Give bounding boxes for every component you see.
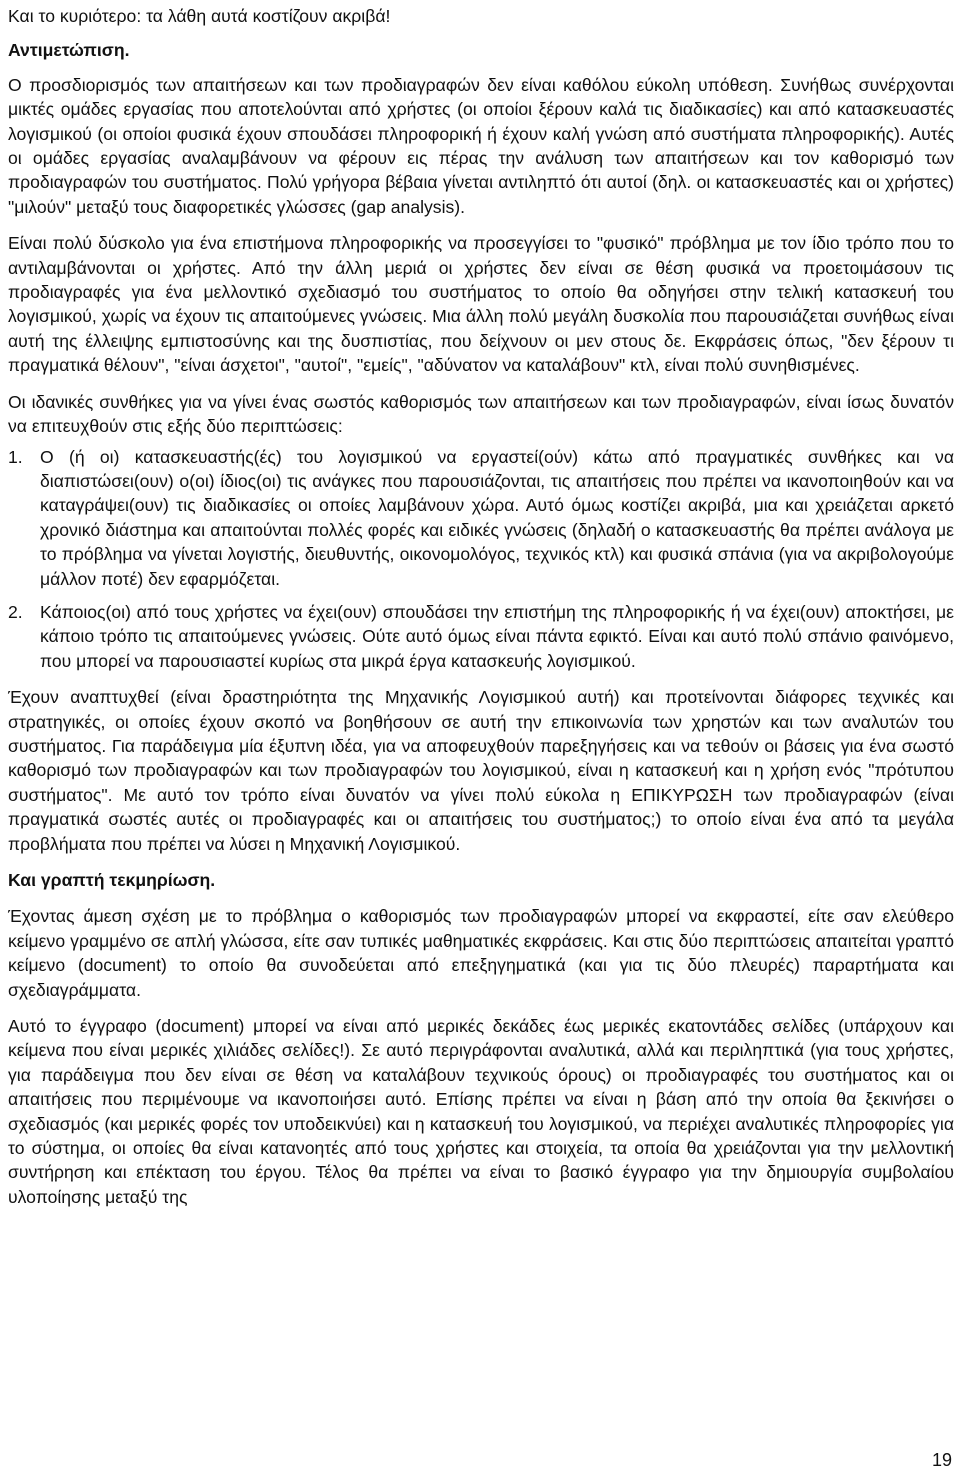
paragraph-techniques: Έχουν αναπτυχθεί (είναι δραστηριότητα της Μηχανικής Λογισμικού αυτή) και προτείνονται διάφορες τεχνικές και στρατηγικές, οι οποίες έχουν σκοπό να βοηθήσουν σε αυτή την επικοινωνία των χρηστών και των αναλυτών του συστήματος. Για παράδειγμα μία έξυπνη ιδέα, για να αποφευχθούν παρεξηγήσεις και να τεθούν οι βάσεις για ένα σωστό καθορισμό των προδιαγραφών και των προδιαγραφών του λογισμικού, είναι η κατασκευή και η χρήση ενός "πρότυπου συστήματος". Με αυτό τον τρόπο είναι δυνατόν να γίνει πολύ εύκολα η ΕΠΙΚΥΡΩΣΗ των προδιαγραφών (είναι πραγματικά σωστές αυτές οι προδιαγραφές και οι απαιτήσεις του συστήματος;) το οποίο είναι ένα από τα μεγάλα προβλήματα που πρέπει να λύσει η Μηχανική Λογισμικού. (8, 687, 954, 854)
list-item (8, 600, 954, 673)
list-item-text: Ο (ή οι) κατασκευαστής(ές) του λογισμικού να εργαστεί(ούν) κάτω από πραγματικές συνθήκες και να διαπιστώσει(ουν) ο(οι) ίδιος(οι) τις ανάγκες που παρουσιάζονται, τις απαιτήσεις που πρέπει να ικανοποιηθούν και να καταγράψει(ουν) τις διαδικασίες οι οποίες λαμβάνουν χώρα. Αυτό όμως κοστίζει ακριβά, μια και χρειάζεται αρκετό χρονικό διάστημα και απαιτούνται πολλές φορές και ειδικές γνώσεις (δηλαδή ο κατασκευαστής θα πρέπει ανάλογα με το πρόβλημα να γίνεται λογιστής, διευθυντής, οικονομολόγος, τεχνικός κτλ) και φυσικά σπάνια (για να ακριβολογούμε μάλλον ποτέ) δεν εφαρμόζεται. (40, 446, 954, 589)
page-number: 19 (931, 1450, 952, 1470)
paragraph-written-text: Έχοντας άμεση σχέση με το πρόβλημα ο καθορισμός των προδιαγραφών μπορεί να εκφραστεί, είτε σαν ελεύθερο κείμενο γραμμένο σε απλή γλώσσα, είτε σαν τυπικές μαθηματικές εκφράσεις. Και στις δύο περιπτώσεις απαιτείται γραπτό κείμενο (document) το οποίο θα συνοδεύεται από επεξηγηματικά (και για τις δύο πλευρές) παραρτήματα και σχεδιαγράμματα. (8, 906, 954, 1000)
numbered-list (8, 445, 954, 674)
list-number: 2. (8, 601, 23, 622)
list-number: 1. (8, 446, 23, 467)
paragraph-document-description: Αυτό το έγγραφο (document) μπορεί να είναι από μερικές δεκάδες έως μερικές εκατοντάδες σελίδες (υπάρχουν και κείμενα που είναι μερικές χιλιάδες σελίδες!). Σε αυτό περιγράφονται αναλυτικά, αλλά και περιληπτικά (για τους χρήστες, για παράδειγμα που δεν είναι σε θέση να καταλάβουν τεχνικούς όρους) οι προδιαγραφές του συστήματος και οι απαιτήσεις που περιμένουμε να ικανοποιήσει αυτό. Επίσης πρέπει να είναι η βάση από την οποία θα ξεκινήσει ο σχεδιασμός (και μερικές φορές τον υποδεικνύει) και η κατασκευή του λογισμικού, να περιέχει αναλυτικές πληροφορίες για το σύστημα, οι οποίες θα είναι κατανοητές από τους χρήστες και στοιχεία, τα οποία θα χρειάζονται για την μελλοντική συντήρηση και επέκταση του έργου. Τέλος θα πρέπει να είναι το βασικό έγγραφο για την δημιουργία συμβολαίου υλοποίησης μεταξύ της (8, 1016, 954, 1207)
list-item-text: Κάποιος(οι) από τους χρήστες να έχει(ουν) σπουδάσει την επιστήμη της πληροφορικής ή να έχει(ουν) αποκτήσει, με κάποιο τρόπο τις απαιτούμενες γνώσεις. Ούτε αυτό όμως είναι πάντα εφικτό. Είναι και αυτό πολύ σπάνιο φαινόμενο, που μπορεί να παρουσιαστεί κυρίως στα μικρά έργα κατασκευής λογισμικού. (40, 601, 954, 671)
paragraph-ideal-conditions: Οι ιδανικές συνθήκες για να γίνει ένας σωστός καθορισμός των απαιτήσεων και των προδιαγραφών, είναι ίσως δυνατόν να επιτευχθούν στις εξής δύο περιπτώσεις: (8, 391, 954, 437)
heading-treatment: Αντιμετώπιση. (8, 40, 130, 61)
heading-documentation: Και γραπτή τεκμηρίωση. (8, 870, 216, 890)
list-item (8, 445, 954, 591)
paragraph-requirements: Ο προσδιορισμός των απαιτήσεων και των προδιαγραφών δεν είναι καθόλου εύκολη υπόθεση. Συνήθως συνέρχονται μικτές ομάδες εργασίας που αποτελούνται από χρήστες (οι οποίοι ξέρουν καλά τις διαδικασίες) και από κατασκευαστές λογισμικού (οι οποίοι φυσικά έχουν σπουδάσει πληροφορική ή έχουν καλή γνώση από συστήματα πληροφορικής). Αυτές οι ομάδες εργασίας αναλαμβάνουν να φέρουν εις πέρας την ανάλυση των απαιτήσεων και τον καθορισμό των προδιαγραφών του συστήματος. Πολύ γρήγορα βέβαια γίνεται αντιληπτό ότι αυτοί (δηλ. οι κατασκευαστές και οι χρήστες) "μιλούν" μεταξύ τους διαφορετικές γλώσσες (gap analysis). (8, 74, 954, 217)
document-page (8, 4, 954, 1209)
intro-line: Και το κυριότερο: τα λάθη αυτά κοστίζουν ακριβά! (8, 6, 391, 26)
paragraph-difficulty: Είναι πολύ δύσκολο για ένα επιστήμονα πληροφορικής να προσεγγίσει το "φυσικό" πρόβλημα με τον ίδιο τρόπο που το αντιλαμβάνονται οι χρήστες. Από την άλλη μεριά οι χρήστες δεν είναι σε θέση φυσικά να προετοιμάσουν τις προδιαγραφές για ένα μελλοντικό σχεδιασμό του συστήματος το οποίο θα οδηγήσει στην τελική κατασκευή του λογισμικού, χωρίς να έχουν τις απαιτούμενες γνώσεις. Μια άλλη πολύ μεγάλη δυσκολία που παρουσιάζεται συνήθως είναι αυτή της έλλειψης εμπιστοσύνης και της δυσπιστίας, που δείχνουν οι μεν στους δε. Εκφράσεις όπως, "δεν ξέρουν τι πραγματικά θέλουν", "είναι άσχετοι", "αυτοί", "εμείς", "αδύνατον να καταλάβουν" κτλ, είναι πολύ συνηθισμένες. (8, 233, 954, 376)
